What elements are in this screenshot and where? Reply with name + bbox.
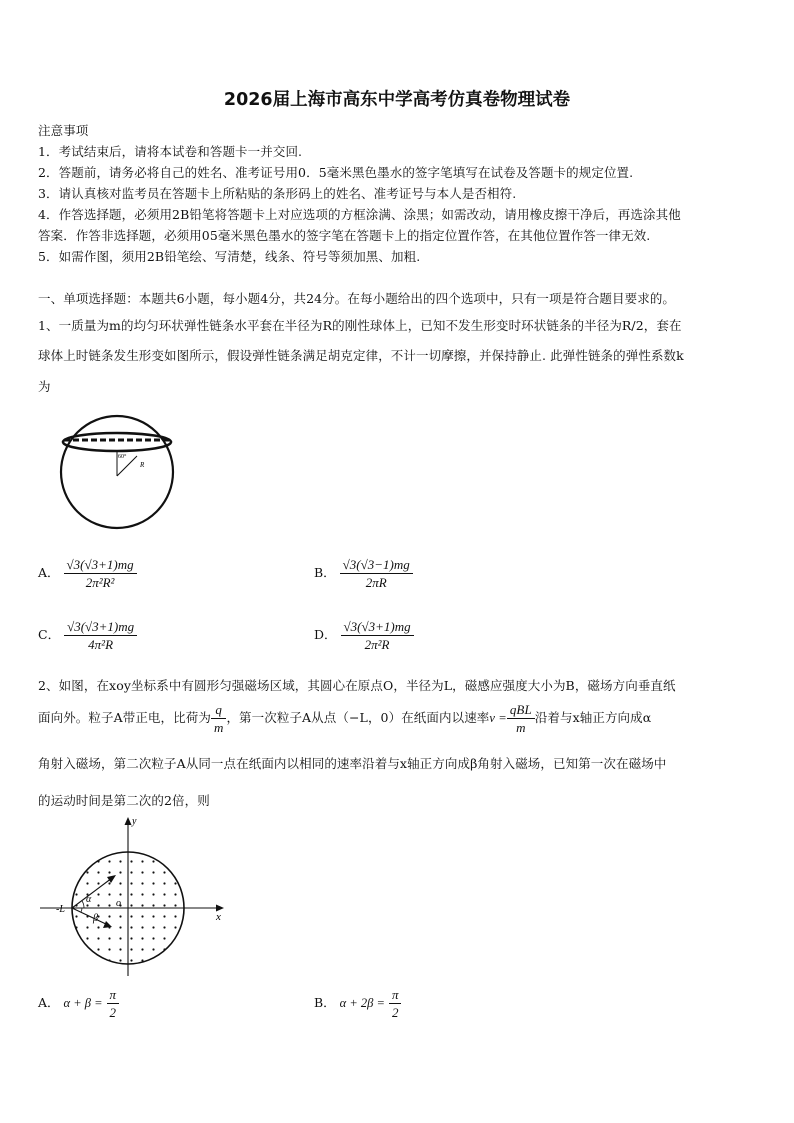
q1-option-b[interactable] xyxy=(314,556,413,591)
option-label: A． xyxy=(38,995,60,1010)
origin-label: o xyxy=(116,898,121,909)
option-fraction xyxy=(64,556,137,591)
q1-text-line: 1、一质量为m的均匀环状弹性链条水平套在半径为R的刚性球体上，已知不发生形变时环状链条的半径为R/2，套在 xyxy=(38,318,682,333)
q1-text-line: 球体上时链条发生形变如图所示，假设弹性链条满足胡克定律，不计一切摩擦，并保持静止. 此弹性链条的弹性系数k xyxy=(38,348,684,363)
alpha-label: α xyxy=(86,894,92,905)
notice-item: 答案．作答非选择题，必须用05毫米黑色墨水的签字笔在答题卡上的指定位置作答，在其他位置作答一律无效. xyxy=(38,228,651,243)
fraction-denominator: m xyxy=(516,720,526,735)
q2-text-line: 的运动时间是第二次的2倍，则 xyxy=(38,793,210,808)
fraction-numerator: qBL xyxy=(507,701,535,719)
fraction-numerator: √3(√3+1)mg xyxy=(64,618,137,636)
fraction-denominator: m xyxy=(213,720,224,735)
option-label: A． xyxy=(38,565,60,580)
option-label: C． xyxy=(38,627,61,642)
page-title: 2026届上海市高东中学高考仿真卷物理试卷 xyxy=(223,90,571,110)
option-fraction xyxy=(340,556,413,591)
notice-item: 3．请认真核对监考员在答题卡上所粘贴的条形码上的姓名、准考证号与本人是否相符. xyxy=(38,186,517,201)
charge-ratio-fraction xyxy=(211,701,227,736)
velocity-fraction xyxy=(507,701,535,736)
y-axis-label: y xyxy=(132,816,137,827)
option-fraction xyxy=(341,618,414,653)
notice-item: 5．如需作图，须用2B铅笔绘、写清楚，线条、符号等须加黑、加粗. xyxy=(38,249,421,264)
fraction-numerator: √3(√3−1)mg xyxy=(340,556,413,574)
angle-label: 60° xyxy=(118,454,127,460)
radius-label: R xyxy=(140,461,145,469)
option-label: B． xyxy=(314,565,336,580)
fraction-denominator: 2πR xyxy=(365,575,387,590)
option-expression: α + β = xyxy=(63,996,103,1010)
fraction-denominator: 4π²R xyxy=(88,637,114,652)
q2-text-line: 2、如图，在xoy坐标系中有圆形匀强磁场区域，其圆心在原点O，半径为L，磁感应强度大小为B，磁场方向垂直纸 xyxy=(38,678,676,693)
fraction-numerator: π xyxy=(107,986,120,1004)
q2-option-b[interactable] xyxy=(314,986,401,1021)
x-axis-label: x xyxy=(216,911,221,923)
q2-text: 沿着与x轴正方向成α xyxy=(534,710,652,725)
q2-option-a[interactable] xyxy=(38,986,119,1021)
option-fraction xyxy=(64,618,137,653)
option-expression: α + 2β = xyxy=(339,996,385,1010)
fraction-numerator: √3(√3+1)mg xyxy=(64,556,137,574)
y-axis-arrow xyxy=(125,817,132,825)
option-fraction xyxy=(389,986,402,1021)
q1-option-a[interactable] xyxy=(38,556,137,591)
fraction-denominator: 2 xyxy=(391,1005,399,1020)
notice-heading: 注意事项 xyxy=(38,123,89,138)
fraction-denominator: 2 xyxy=(109,1005,117,1020)
chain-ring xyxy=(63,433,171,451)
section-heading: 一、单项选择题：本题共6小题，每小题4分，共24分。在每小题给出的四个选项中，只有一项是符合题目要求的。 xyxy=(38,291,676,306)
q2-text: 面向外。粒子A带正电，比荷为 xyxy=(38,710,211,725)
notice-item: 1．考试结束后，请将本试卷和答题卡一并交回. xyxy=(38,144,303,159)
q1-option-d[interactable] xyxy=(314,618,414,653)
beta-label: β xyxy=(93,913,98,924)
notice-item: 4．作答选择题，必须用2B铅笔将答题卡上对应选项的方框涂满、涂黑；如需改动，请用橡皮擦干净后，再选涂其他 xyxy=(38,207,681,222)
q1-option-c[interactable] xyxy=(38,618,137,653)
fraction-numerator: π xyxy=(389,986,402,1004)
fraction-numerator: √3(√3+1)mg xyxy=(341,618,414,636)
fraction-denominator: 2π²R xyxy=(364,637,390,652)
option-label: D． xyxy=(314,627,337,642)
fraction-denominator: 2π²R² xyxy=(85,575,115,590)
velocity-symbol: v = xyxy=(489,711,507,725)
q1-sphere-figure xyxy=(55,400,180,535)
q1-text-line: 为 xyxy=(38,379,51,394)
q2-text-line-2 xyxy=(38,700,651,736)
option-fraction xyxy=(107,986,120,1021)
q2-text-line: 角射入磁场，第二次粒子A从同一点在纸面内以相同的速率沿着与x轴正方向成β角射入磁场，已知第一次在磁场中 xyxy=(38,756,667,771)
q2-text: ，第一次粒子A从点（−L，0）在纸面内以速率 xyxy=(226,710,490,725)
notice-item: 2．答题前，请务必将自己的姓名、准考证号用0．5毫米黑色墨水的签字笔填写在试卷及答题卡的规定位置. xyxy=(38,165,634,180)
fraction-numerator: q xyxy=(211,701,227,719)
q2-field-figure xyxy=(38,812,238,982)
negative-l-label: -L xyxy=(56,904,65,915)
option-label: B． xyxy=(314,995,336,1010)
